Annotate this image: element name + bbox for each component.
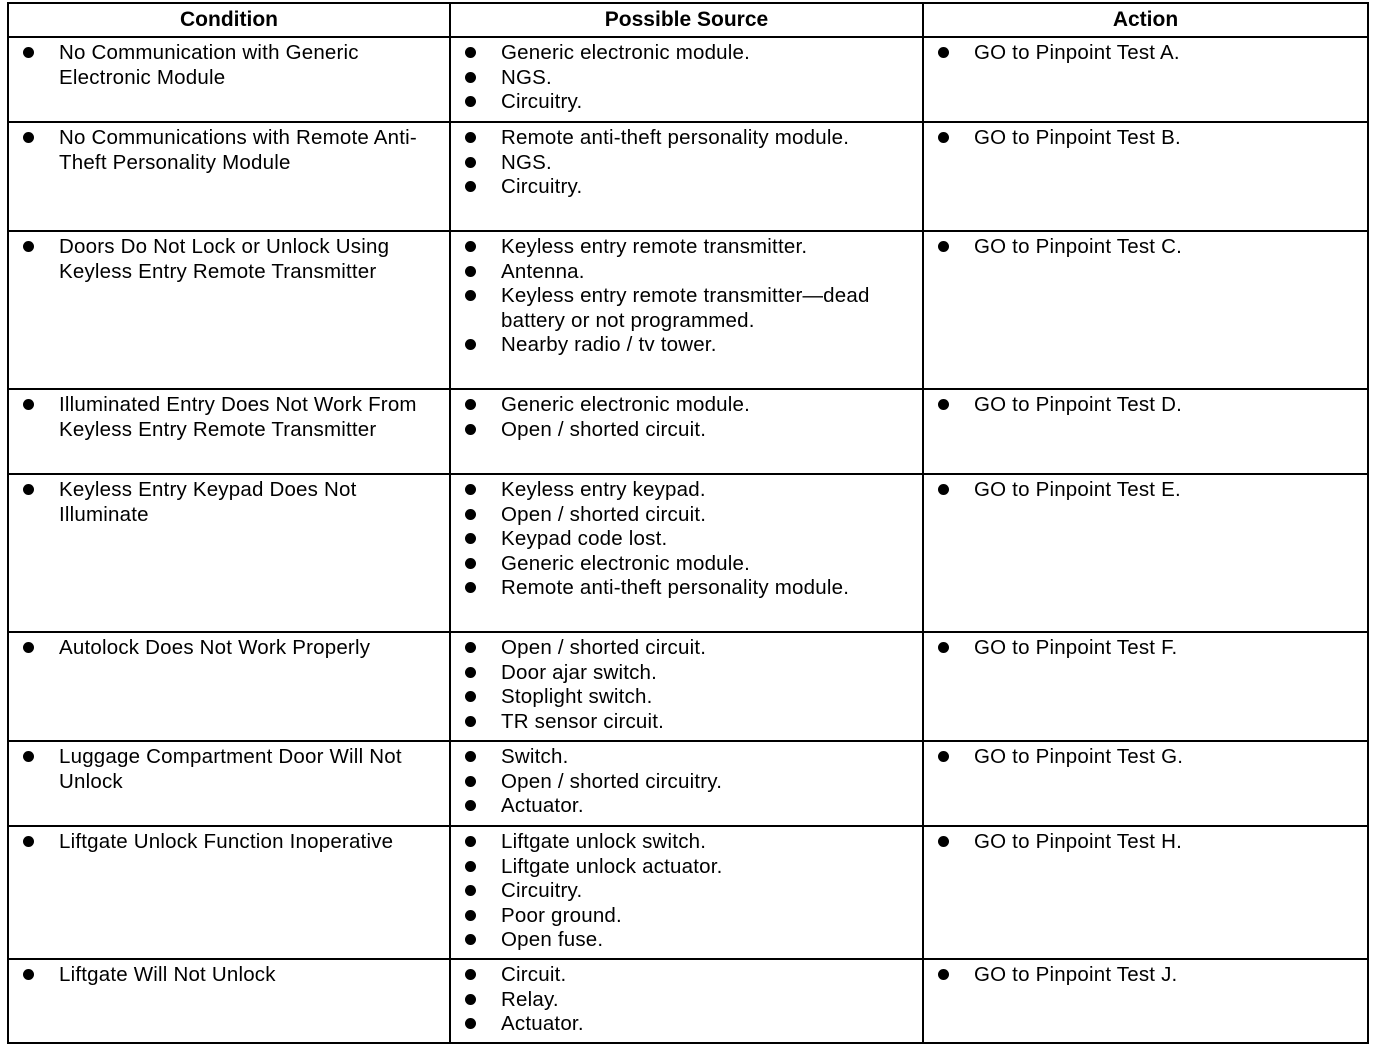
action-text: GO to Pinpoint Test B. <box>932 126 1361 151</box>
possible-source-cell <box>450 959 923 1043</box>
source-list <box>459 636 916 734</box>
source-list <box>459 126 916 200</box>
table-row <box>8 231 1368 389</box>
action-text: GO to Pinpoint Test E. <box>932 478 1361 503</box>
table-header <box>8 3 1368 37</box>
condition-text: Keyless Entry Keypad Does Not Illuminate <box>17 478 443 527</box>
condition-text: No Communications with Remote Anti-Theft Personality Module <box>17 126 443 175</box>
condition-text: Liftgate Will Not Unlock <box>17 963 443 988</box>
condition-text: No Communication with Generic Electronic Module <box>17 41 443 90</box>
source-item: Circuitry. <box>459 90 916 115</box>
action-text: GO to Pinpoint Test J. <box>932 963 1361 988</box>
source-item: Open / shorted circuit. <box>459 636 916 661</box>
source-item: Circuitry. <box>459 879 916 904</box>
source-item: Keypad code lost. <box>459 527 916 552</box>
source-item: Liftgate unlock switch. <box>459 830 916 855</box>
action-cell <box>923 389 1368 474</box>
source-item: Circuit. <box>459 963 916 988</box>
action-text: GO to Pinpoint Test G. <box>932 745 1361 770</box>
possible-source-cell <box>450 474 923 632</box>
table-row <box>8 826 1368 959</box>
source-item: Nearby radio / tv tower. <box>459 333 916 358</box>
source-list <box>459 963 916 1037</box>
source-item: Switch. <box>459 745 916 770</box>
possible-source-cell <box>450 231 923 389</box>
header-action: Action <box>923 3 1368 37</box>
possible-source-cell <box>450 122 923 231</box>
source-item: Open / shorted circuit. <box>459 503 916 528</box>
source-list <box>459 235 916 358</box>
action-cell <box>923 37 1368 122</box>
condition-text: Liftgate Unlock Function Inoperative <box>17 830 443 855</box>
source-item: NGS. <box>459 66 916 91</box>
condition-cell <box>8 959 450 1043</box>
source-item: Liftgate unlock actuator. <box>459 855 916 880</box>
table-row <box>8 122 1368 231</box>
table-body <box>8 37 1368 1043</box>
action-cell <box>923 122 1368 231</box>
condition-cell <box>8 741 450 826</box>
table-row <box>8 474 1368 632</box>
diagnosis-table <box>7 2 1369 1044</box>
header-condition: Condition <box>8 3 450 37</box>
action-cell <box>923 474 1368 632</box>
condition-cell <box>8 37 450 122</box>
source-item: Poor ground. <box>459 904 916 929</box>
action-text: GO to Pinpoint Test A. <box>932 41 1361 66</box>
condition-cell <box>8 122 450 231</box>
source-item: Circuitry. <box>459 175 916 200</box>
condition-cell <box>8 474 450 632</box>
source-item: Actuator. <box>459 1012 916 1037</box>
source-item: Generic electronic module. <box>459 393 916 418</box>
action-text: GO to Pinpoint Test H. <box>932 830 1361 855</box>
source-item: Open / shorted circuit. <box>459 418 916 443</box>
possible-source-cell <box>450 632 923 741</box>
header-row <box>8 3 1368 37</box>
table-row <box>8 741 1368 826</box>
source-item: Door ajar switch. <box>459 661 916 686</box>
possible-source-cell <box>450 37 923 122</box>
source-item: Actuator. <box>459 794 916 819</box>
condition-cell <box>8 231 450 389</box>
table-row <box>8 632 1368 741</box>
source-item: Open / shorted circuitry. <box>459 770 916 795</box>
table-row <box>8 37 1368 122</box>
source-item: Stoplight switch. <box>459 685 916 710</box>
possible-source-cell <box>450 389 923 474</box>
action-cell <box>923 231 1368 389</box>
source-list <box>459 745 916 819</box>
condition-text: Doors Do Not Lock or Unlock Using Keyless Entry Remote Transmitter <box>17 235 443 284</box>
action-text: GO to Pinpoint Test C. <box>932 235 1361 260</box>
source-item: Relay. <box>459 988 916 1013</box>
condition-cell <box>8 389 450 474</box>
source-item: Generic electronic module. <box>459 41 916 66</box>
source-list <box>459 393 916 442</box>
possible-source-cell <box>450 741 923 826</box>
header-possible-source: Possible Source <box>450 3 923 37</box>
condition-text: Illuminated Entry Does Not Work From Keyless Entry Remote Transmitter <box>17 393 443 442</box>
condition-text: Autolock Does Not Work Properly <box>17 636 443 661</box>
condition-cell <box>8 632 450 741</box>
table-row <box>8 959 1368 1043</box>
source-item: Keyless entry keypad. <box>459 478 916 503</box>
source-item: Remote anti-theft personality module. <box>459 576 916 601</box>
source-list <box>459 478 916 601</box>
source-list <box>459 41 916 115</box>
source-item: Antenna. <box>459 260 916 285</box>
action-cell <box>923 741 1368 826</box>
source-item: Keyless entry remote transmitter—dead battery or not programmed. <box>459 284 916 333</box>
action-cell <box>923 632 1368 741</box>
source-item: Open fuse. <box>459 928 916 953</box>
source-item: Remote anti-theft personality module. <box>459 126 916 151</box>
action-text: GO to Pinpoint Test D. <box>932 393 1361 418</box>
source-item: TR sensor circuit. <box>459 710 916 735</box>
action-cell <box>923 826 1368 959</box>
source-item: Generic electronic module. <box>459 552 916 577</box>
condition-text: Luggage Compartment Door Will Not Unlock <box>17 745 443 794</box>
action-text: GO to Pinpoint Test F. <box>932 636 1361 661</box>
possible-source-cell <box>450 826 923 959</box>
source-item: Keyless entry remote transmitter. <box>459 235 916 260</box>
action-cell <box>923 959 1368 1043</box>
source-item: NGS. <box>459 151 916 176</box>
condition-cell <box>8 826 450 959</box>
source-list <box>459 830 916 953</box>
table-row <box>8 389 1368 474</box>
